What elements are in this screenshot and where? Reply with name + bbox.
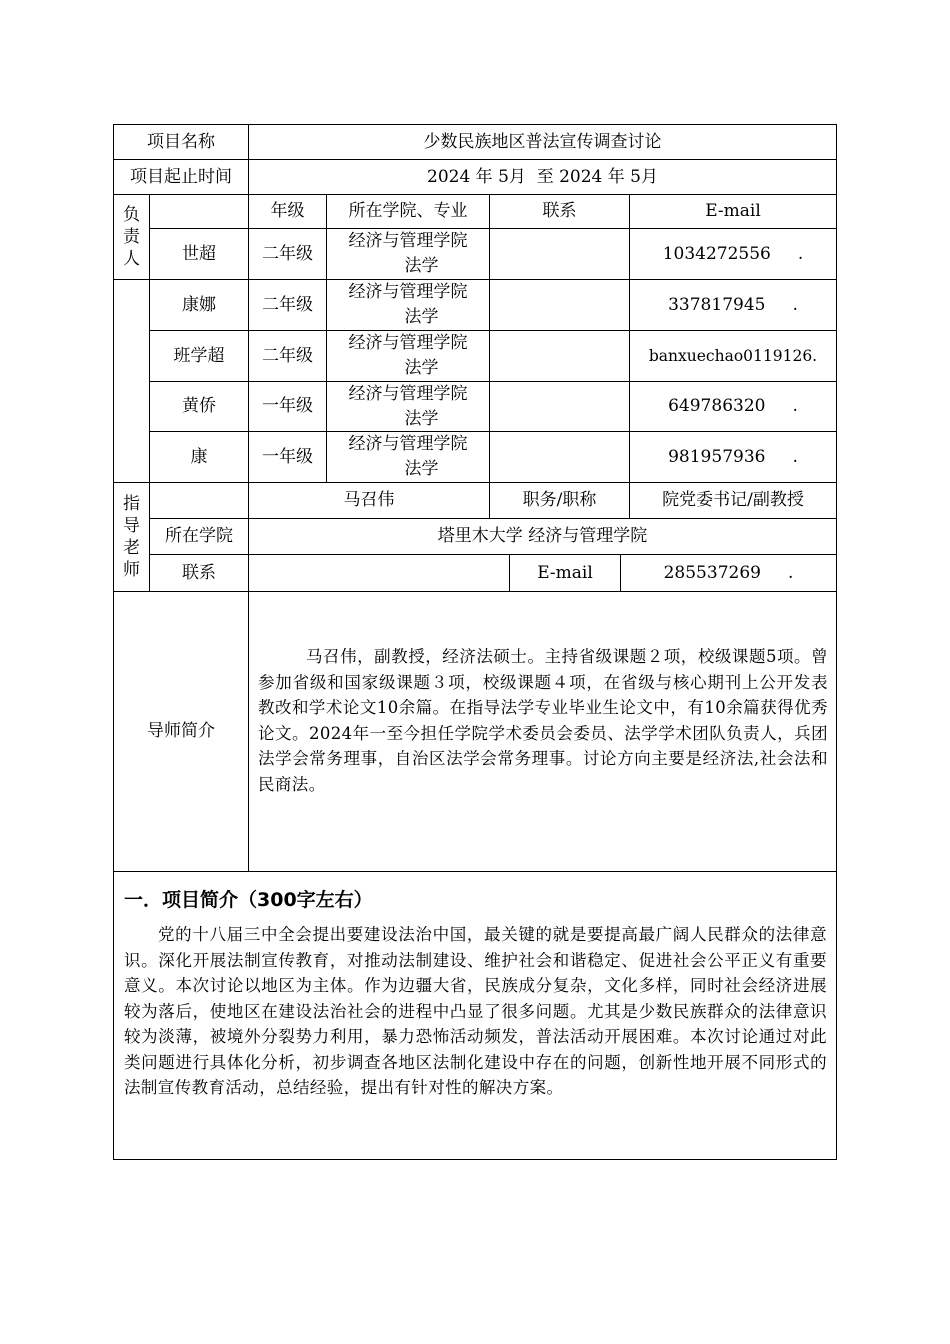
member-email: banxuechao0119126. [648, 346, 818, 365]
advisor-side-char: 导 [123, 516, 140, 536]
project-name-value: 少数民族地区普法宣传调查讨论 [423, 131, 662, 152]
member-grade: 一年级 [262, 446, 313, 467]
advisor-side-label [114, 483, 149, 591]
member-email: 337817945 . [668, 294, 798, 315]
member-college [327, 229, 489, 279]
member-name: 世超 [182, 243, 216, 264]
member-name: 班学超 [173, 345, 225, 366]
leader-side-char: 责 [123, 227, 140, 247]
member-name: 黄侨 [182, 396, 216, 416]
member-name: 康 [190, 446, 208, 467]
table-border-bottom [113, 1159, 837, 1160]
table-border-right [836, 124, 837, 1160]
member-contact [490, 229, 629, 279]
member-email: 981957936 . [668, 446, 798, 467]
member-college-line: 经济与管理学院 [348, 333, 468, 353]
header-college: 所在学院、专业 [348, 201, 468, 221]
project-period-label: 项目起止时间 [130, 166, 232, 187]
advisor-email-label: E-mail [537, 562, 593, 583]
member-college-line: 经济与管理学院 [348, 383, 468, 404]
member-college-line: 经济与管理学院 [348, 231, 468, 251]
advisor-contact-label: 联系 [182, 562, 216, 583]
advisor-name: 马召伟 [343, 490, 395, 510]
member-major-line: 法学 [404, 256, 439, 276]
member-contact [490, 432, 629, 482]
advisor-side-char: 师 [123, 560, 140, 580]
member-email: 649786320 . [668, 396, 798, 416]
member-college-line: 经济与管理学院 [348, 282, 468, 302]
header-email: E-mail [705, 201, 761, 221]
member-contact [490, 382, 629, 431]
advisor-position-value: 院党委书记/副教授 [662, 490, 804, 510]
advisor-position-label: 职务/职称 [522, 490, 597, 510]
member-major-line: 法学 [404, 408, 439, 429]
member-email: 1034272556 . [662, 243, 804, 264]
member-grade: 二年级 [262, 345, 313, 366]
summary-heading: 一．项目简介（300字左右） [124, 889, 373, 911]
member-contact [490, 280, 629, 330]
advisor-side-char: 指 [123, 494, 140, 514]
member-major-line: 法学 [404, 307, 439, 327]
member-college [327, 280, 489, 330]
member-major-line: 法学 [404, 459, 439, 479]
member-college [327, 382, 489, 431]
member-grade: 二年级 [262, 243, 313, 264]
header-grade: 年级 [270, 201, 305, 221]
member-grade: 一年级 [262, 396, 313, 416]
advisor-side-char: 老 [123, 538, 140, 558]
project-name-label: 项目名称 [147, 131, 215, 152]
project-period-value: 2024 年 5月 至 2024 年 5月 [427, 166, 658, 187]
member-contact [490, 331, 629, 381]
advisor-college-label: 所在学院 [165, 526, 233, 546]
member-college [327, 432, 489, 482]
member-name: 康娜 [182, 294, 216, 315]
leader-side-char: 负 [123, 205, 140, 225]
member-major-line: 法学 [404, 358, 439, 378]
table-rule [248, 591, 249, 871]
member-grade: 二年级 [262, 294, 313, 315]
advisor-email-value: 285537269 . [663, 562, 794, 583]
member-college [327, 331, 489, 381]
advisor-college-value: 塔里木大学 经济与管理学院 [437, 526, 648, 546]
advisor-intro-label: 导师简介 [147, 721, 215, 741]
table-rule [113, 871, 837, 872]
member-college-line: 经济与管理学院 [348, 434, 468, 454]
leader-side-char: 人 [123, 249, 140, 269]
advisor-intro-text: 马召伟，副教授，经济法硕士。主持省级课题２项，校级课题5项。曾参加省级和国家级课题３项，校级课题４项，在省级与核心期刊上公开发表教改和学术论文10余篇。在指导法学专业毕业生论文中，有10余篇获得优秀论文。2024年一至今担任学院学术委员会委员、法学学术团队负责人，兵团法学会常务理事，自治区法学会常务理事。讨论方向主要是经济法,社会法和民商法。 [258, 647, 828, 794]
advisor-contact-value [249, 555, 509, 591]
leader-side-label [114, 195, 149, 279]
header-contact: 联系 [542, 201, 577, 221]
summary-text: 党的十八届三中全会提出要建设法治中国，最关键的就是要提高最广阔人民群众的法律意识。深化开展法制宣传教育，对推动法制建设、维护社会和谐稳定、促进社会公平正义有重要意义。本次讨论以地区为主体。作为边疆大省，民族成分复杂，文化多样，同时社会经济进展较为落后，使地区在建设法治社会的进程中凸显了很多问题。尤其是少数民族群众的法律意识较为淡薄，被境外分裂势力利用，暴力恐怖活动频发，普法活动开展困难。本次讨论通过对此类问题进行具体化分析，初步调查各地区法制化建设中存在的问题，创新性地开展不同形式的法制宣传教育活动，总结经验，提出有针对性的解决方案。 [124, 925, 827, 1097]
